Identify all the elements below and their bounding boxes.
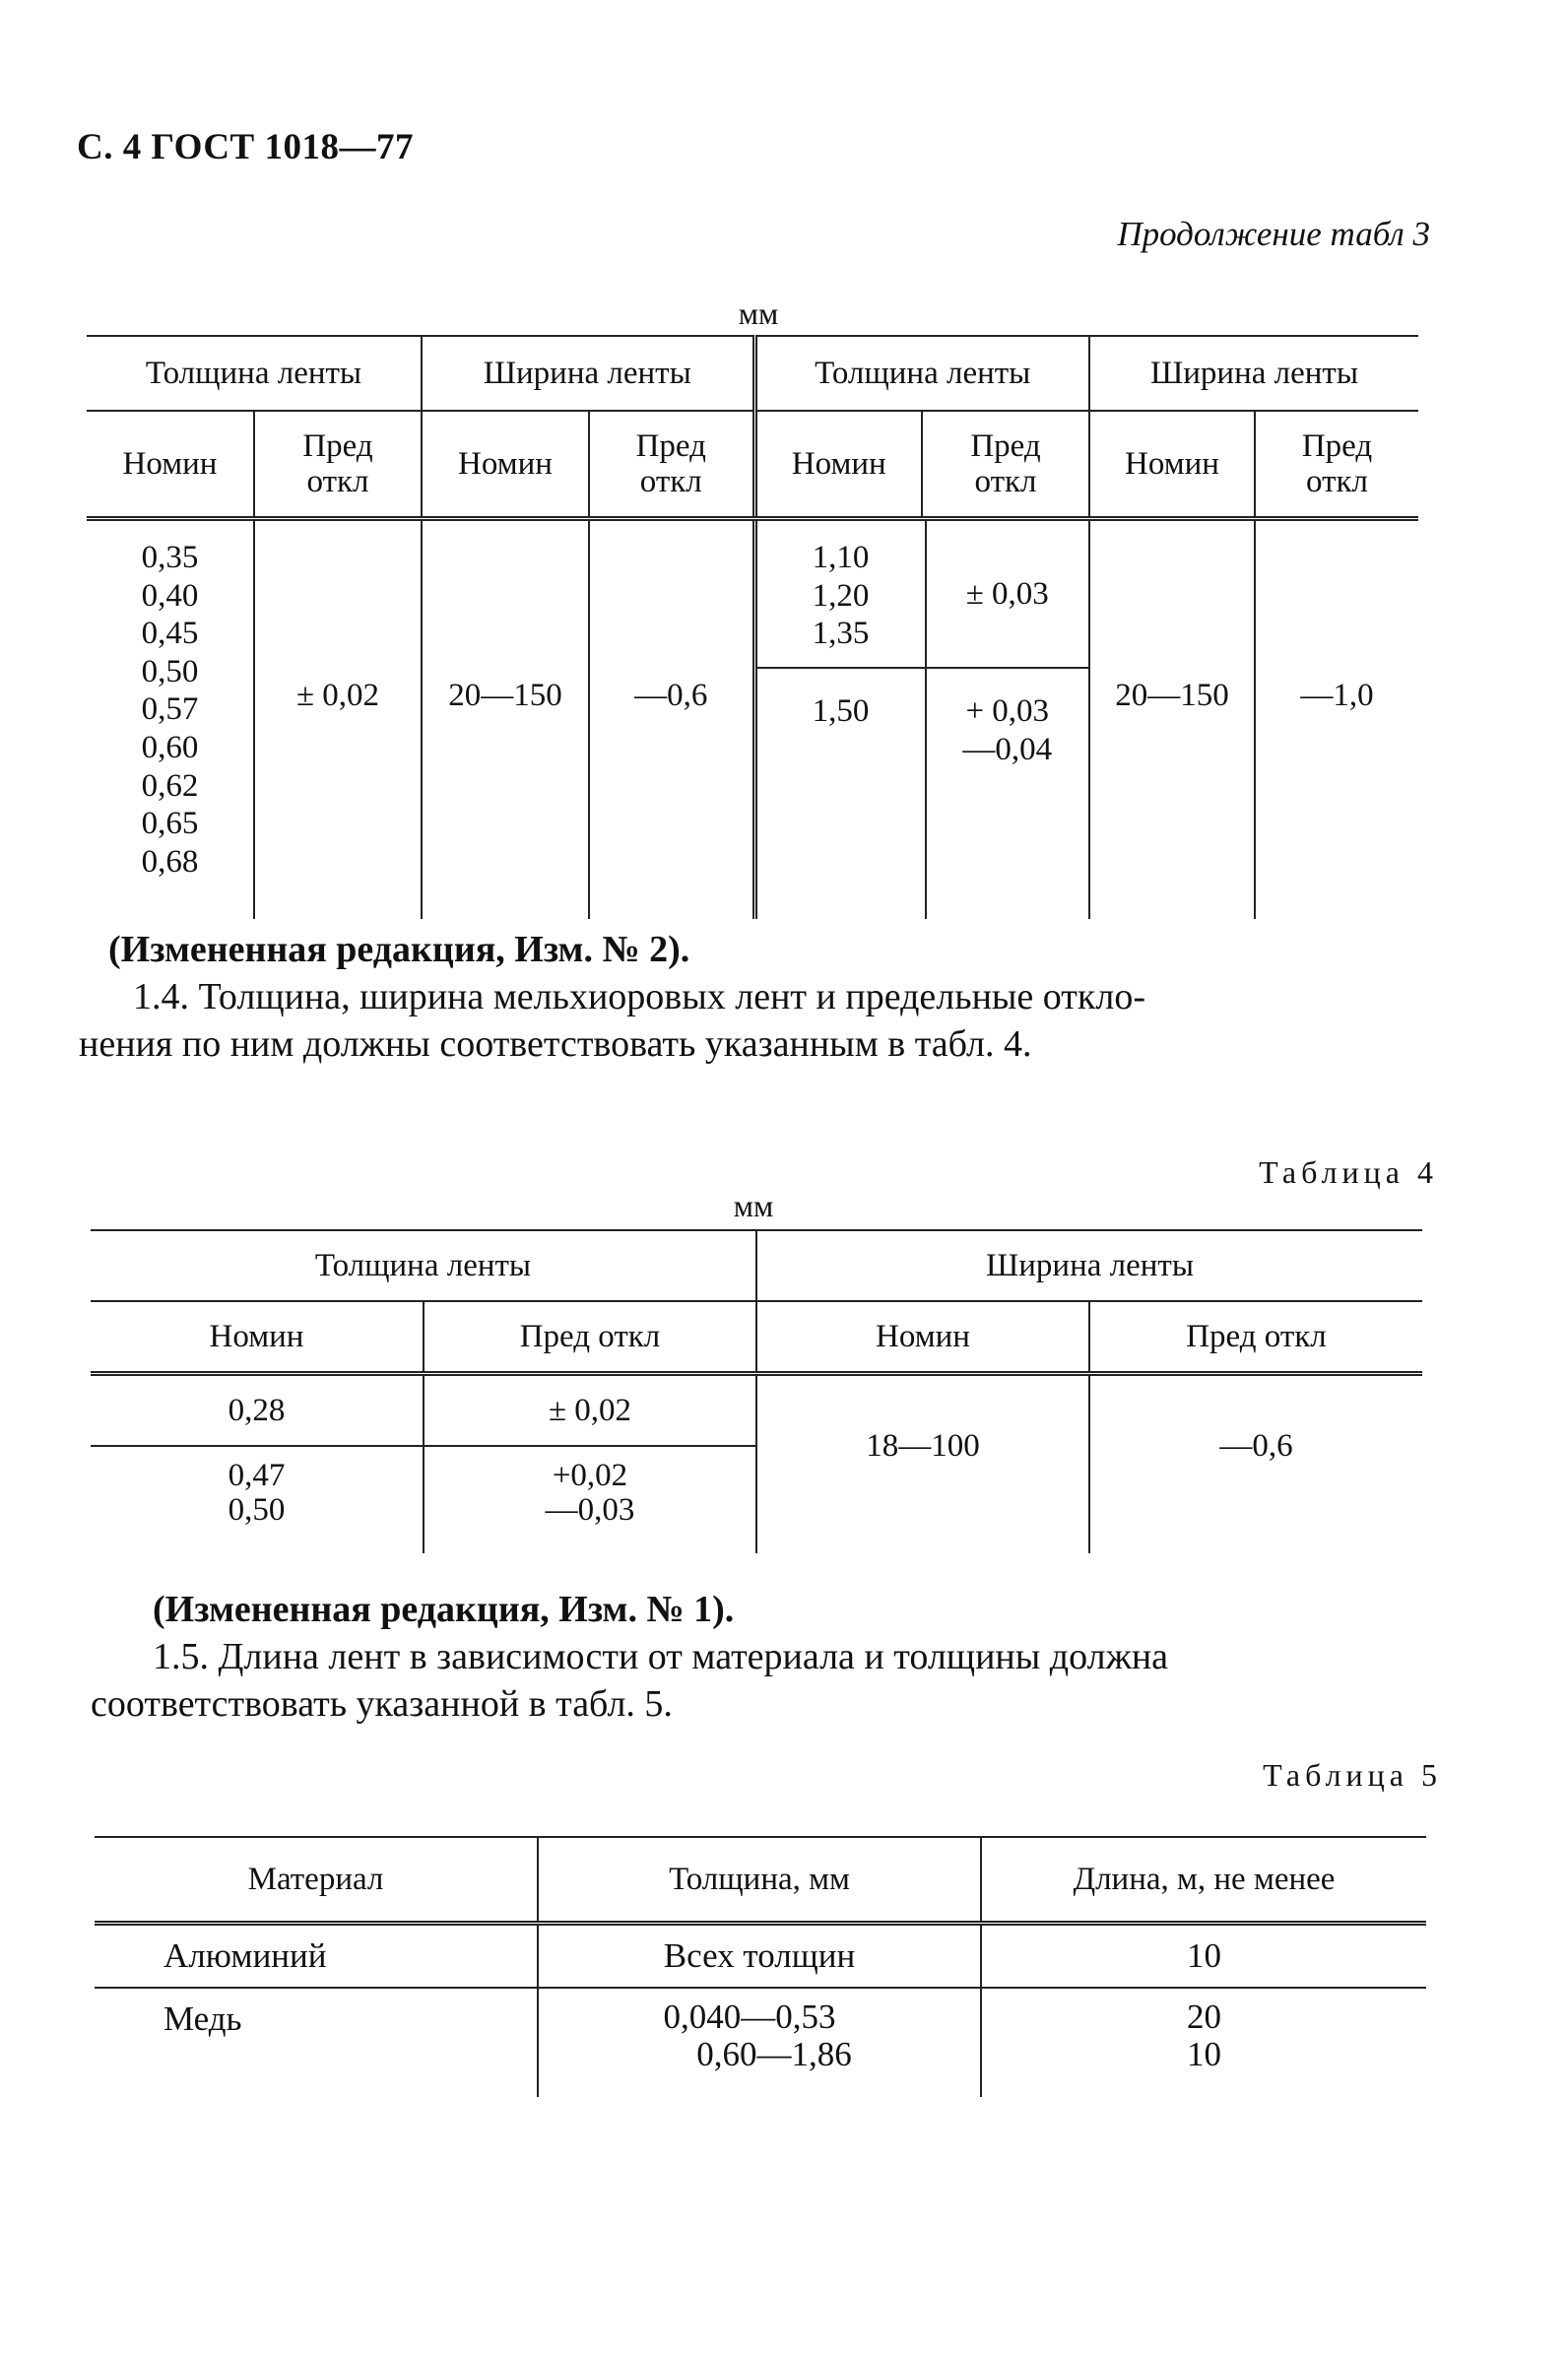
t3-left-thickness-tolerance: ± 0,02 [254,519,422,920]
amend-note-2: (Измененная редакция, Изм. № 1). [153,1589,735,1630]
para-1-5-line2: соответствовать указанной в табл. 5. [91,1683,673,1725]
t3-header-width-left: Ширина ленты [422,336,754,411]
t4-width-tolerance: —0,6 [1089,1374,1422,1554]
t4-header-thickness: Толщина ленты [314,1247,532,1283]
t3-subheader-tolerance: Пред откл [1255,411,1418,519]
t4-width-nominal: 18—100 [756,1374,1089,1554]
continuation-note: Продолжение табл 3 [1117,215,1430,253]
t4-subheader-width-nominal: Номин [756,1301,1089,1374]
t3-subheader-tolerance: Пред откл [254,411,422,519]
t3-header-width-right: Ширина ленты [1089,336,1418,411]
para-1-4-line2: нения по ним должны соответствовать указанным в табл. 4. [79,1023,1032,1065]
t3-subheader-nominal: Номин [754,411,922,519]
t3-header-thickness-right: Толщина ленты [754,336,1089,411]
table3-unit: мм [738,295,779,331]
page-header: С. 4 ГОСТ 1018—77 [77,127,414,167]
t3-right-group2-tolerance: + 0,03 —0,04 [926,668,1089,919]
t5-header-length: Длина, м, не менее [981,1837,1426,1924]
para-1-4-line1: 1.4. Толщина, ширина мельхиоровых лент и предельные откло- [133,976,1145,1017]
t3-right-width-nominal: 20—150 [1089,519,1255,920]
t3-subheader-nominal: Номин [87,411,254,519]
t3-right-thickness-block [754,519,1089,920]
t4-subheader-tolerance: Пред откл [424,1301,756,1374]
t4-subheader-width-tolerance: Пред откл [1089,1301,1422,1374]
t3-subheader-tolerance: Пред откл [589,411,754,519]
t3-subheader-nominal: Номин [1089,411,1255,519]
table4 [91,1229,1422,1553]
t5-header-material: Материал [247,1861,384,1897]
t5-header-thickness: Толщина, мм [538,1837,981,1924]
table5-label: Таблица 5 [1263,1757,1442,1793]
table5 [95,1836,1426,2097]
t5-row2-length: 20 10 [981,1988,1426,2097]
table4-label: Таблица 4 [1259,1154,1438,1190]
para-1-5-line1: 1.5. Длина лент в зависимости от материала и толщины должна [153,1636,1169,1677]
t4-row2-thickness: 0,47 0,50 [228,1458,286,1528]
t5-row2-material: Медь [163,1999,242,2038]
t3-left-thickness-values: 0,35 0,40 0,45 0,50 0,57 0,60 0,62 0,65 0,68 [141,540,199,880]
t3-right-group1-tolerance: ± 0,03 [926,521,1089,668]
t3-header-thickness-left: Толщина ленты [87,336,422,411]
t4-row1-tolerance: ± 0,02 [424,1374,756,1447]
t5-row1-material: Алюминий [163,1936,327,1976]
t5-row1-thickness: Всех толщин [538,1924,981,1989]
t3-right-group1-values: 1,10 1,20 1,35 [757,521,926,668]
t3-right-width-tolerance: —1,0 [1255,519,1418,920]
table3 [87,335,1418,919]
table4-unit: мм [733,1188,774,1223]
t3-left-width-nominal: 20—150 [422,519,589,920]
t4-header-width: Ширина ленты [756,1230,1422,1301]
t3-right-group2-value: 1,50 [812,693,870,729]
t5-row1-length: 10 [981,1924,1426,1989]
t4-row1-thickness: 0,28 [228,1392,286,1428]
t3-subheader-nominal: Номин [422,411,589,519]
t3-subheader-tolerance: Пред откл [922,411,1089,519]
t4-row2-tolerance: +0,02 —0,03 [424,1446,756,1553]
t3-left-width-tolerance: —0,6 [589,519,754,920]
t5-row2-thickness: 0,040—0,53 0,60—1,86 [538,1988,981,2097]
t4-subheader-nominal: Номин [209,1318,304,1354]
amend-note-1: (Измененная редакция, Изм. № 2). [108,929,690,970]
